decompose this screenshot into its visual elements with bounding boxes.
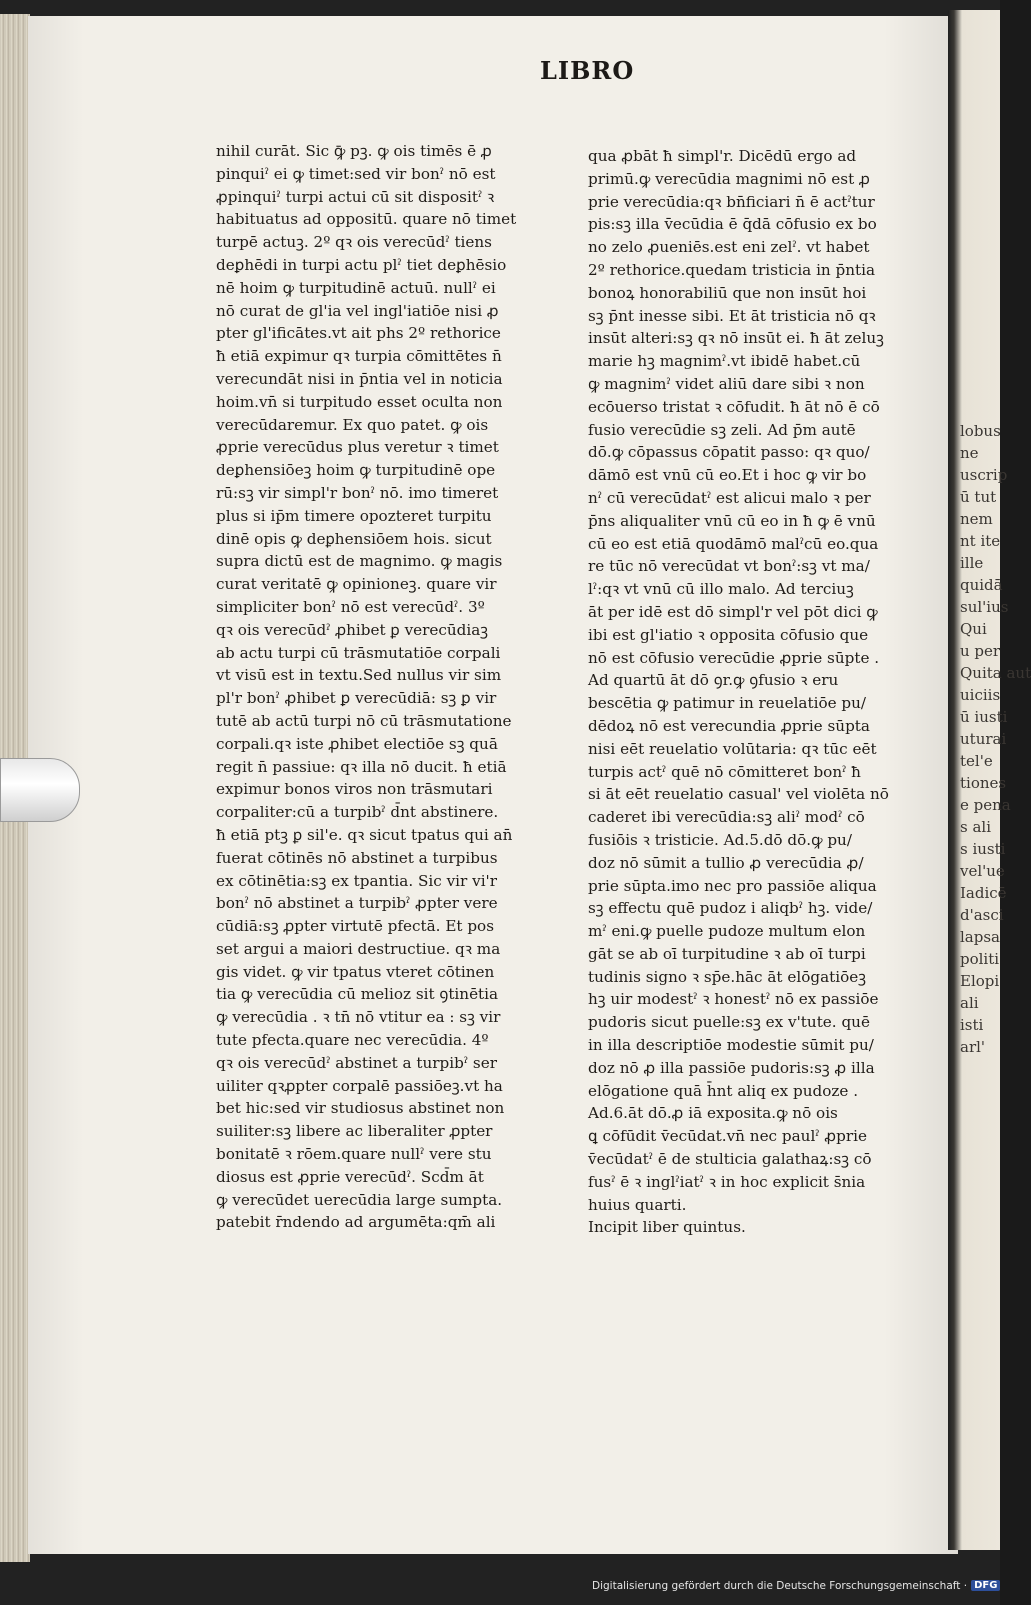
text-line: vt visū est in textu.Sed nullus vir sim bbox=[216, 666, 502, 685]
text-line: marie hꝫ magnimˀ.vt ibidē habet.cū bbox=[588, 352, 861, 371]
margin-fragment: vel'ue bbox=[960, 862, 1005, 880]
margin-fragment: uscrip bbox=[960, 466, 1008, 484]
text-line: ꝙ magnimˀ videt aliū dare sibi ꝛ non bbox=[588, 374, 865, 393]
text-line: ꝗ cōfūdit v̄ecūdat.vn̄ nec paulˀ ꝓprie bbox=[588, 1127, 867, 1146]
running-head: LIBRO bbox=[540, 56, 635, 85]
text-line: regit n̄ passiue: qꝛ illa nō ducit. ħ etiā bbox=[216, 757, 507, 776]
text-line: patebit r̄ndendo ad argumēta:qm̄ ali bbox=[216, 1213, 496, 1232]
text-line: fusˀ ē ꝛ inglˀiatˀ ꝛ in hoc explicit s̄nia bbox=[588, 1172, 866, 1191]
margin-fragment: s iusti bbox=[960, 840, 1006, 858]
text-line: Incipit liber quintus. bbox=[588, 1218, 746, 1237]
text-line: prie verecūdia:qꝛ bn̄ficiari n̄ ē actˀtur bbox=[588, 192, 875, 211]
text-line: verecundāt nisi in p̄ntia vel in noticia bbox=[216, 369, 503, 388]
text-column-right bbox=[588, 145, 889, 1239]
text-line: ex cōtinētia:sꝫ ex tpantia. Sic vir vi'r bbox=[216, 871, 497, 890]
text-line: pter gl'ificātes.vt ait phs 2º rethorice bbox=[216, 324, 501, 343]
text-line: ꝙ verecūdet uerecūdia large sumpta. bbox=[216, 1190, 503, 1209]
text-line: lˀ:qꝛ vt vnū cū illo malo. Ad terciuꝫ bbox=[588, 580, 854, 599]
facing-page-edge bbox=[948, 10, 1031, 1550]
text-line: dāmō est vnū cū eo.Et i hoc ꝙ vir bo bbox=[588, 466, 867, 485]
text-line: in illa descriptiōe modestie sūmit pu/ bbox=[588, 1036, 874, 1055]
text-line: dēdoꝝ nō est verecundia ꝓprie sūpta bbox=[588, 716, 870, 735]
text-line: deꝑhēdi in turpi actu plˀ tiet deꝑhēsio bbox=[216, 255, 507, 274]
text-line: elōgatione quā h̄nt aliq ex pudoze . bbox=[588, 1081, 859, 1100]
text-line: Ad.6.āt dō.ꝓ iā exposita.ꝙ nō ois bbox=[588, 1104, 838, 1123]
text-line: dō.ꝙ cōpassus cōpatit passo: qꝛ quo/ bbox=[588, 443, 870, 462]
margin-fragment: ille bbox=[960, 554, 984, 572]
text-line: ꝙ verecūdia . ꝛ tn̄ nō vtitur ea : sꝫ vir bbox=[216, 1008, 501, 1027]
text-line: bescētia ꝙ patimur in reuelatiōe pu/ bbox=[588, 694, 867, 713]
text-line: suiliter:sꝫ libere ac liberaliter ꝓpter bbox=[216, 1122, 493, 1141]
text-column-left bbox=[216, 140, 516, 1234]
text-line: tute pfecta.quare nec verecūdia. 4º bbox=[216, 1031, 489, 1050]
text-line: re tūc nō verecūdat vt bonˀ:sꝫ vt ma/ bbox=[588, 557, 870, 576]
text-line: turpē actuꝫ. 2º qꝛ ois verecūdˀ tiens bbox=[216, 233, 492, 252]
margin-fragment: ū iusti bbox=[960, 708, 1008, 726]
text-line: tudinis signo ꝛ sp̄e.hāc āt elōgatiōeꝫ bbox=[588, 967, 866, 986]
text-line: 2º rethorice.quedam tristicia in p̄ntia bbox=[588, 260, 876, 279]
text-line: doz nō sūmit a tullio ꝓ verecūdia ꝓ/ bbox=[588, 853, 864, 872]
facing-page-margin-text bbox=[948, 420, 1031, 1058]
text-line: nē hoim ꝙ turpitudinē actuū. nullˀ ei bbox=[216, 278, 496, 297]
text-line: nˀ cū verecūdatˀ est alicui malo ꝛ per bbox=[588, 488, 871, 507]
margin-fragment: quidā bbox=[960, 576, 1003, 594]
margin-fragment: ali bbox=[960, 994, 979, 1012]
text-line: nō curat de gl'ia vel ingl'iatiōe nisi ꝓ bbox=[216, 301, 499, 320]
margin-fragment: Iadicē bbox=[960, 884, 1007, 902]
text-line: Ad quartū āt dō ꝯr.ꝙ ꝯfusio ꝛ eru bbox=[588, 671, 839, 690]
text-line: plus si ip̄m timere opozteret turpitu bbox=[216, 506, 492, 525]
text-line: nō est cōfusio verecūdie ꝓprie sūpte . bbox=[588, 648, 880, 667]
text-line: qꝛ ois verecūdˀ ꝓhibet ꝑ verecūdiaꝫ bbox=[216, 620, 489, 639]
margin-fragment: lapsa bbox=[960, 928, 1000, 946]
text-line: p̄ns aliqualiter vnū cū eo in ħ ꝙ ē vnū bbox=[588, 511, 876, 530]
page-clip bbox=[0, 758, 80, 822]
text-line: rū:sꝫ vir simpl'r bonˀ nō. imo timeret bbox=[216, 483, 499, 502]
text-line: bonˀ nō abstinet a turpibˀ ꝓpter vere bbox=[216, 894, 498, 913]
text-line: prie sūpta.imo nec pro passiōe aliqua bbox=[588, 876, 877, 895]
text-line: dinē opis ꝙ deꝑhensiōem hois. sicut bbox=[216, 529, 492, 548]
margin-fragment: Qui bbox=[960, 620, 987, 638]
margin-fragment: arl' bbox=[960, 1038, 986, 1056]
margin-fragment: tel'e bbox=[960, 752, 993, 770]
margin-fragment: isti bbox=[960, 1016, 984, 1034]
margin-fragment: nem bbox=[960, 510, 993, 528]
margin-fragment: e pena bbox=[960, 796, 1011, 814]
margin-fragment: uturai bbox=[960, 730, 1007, 748]
text-line: hꝫ uir modestˀ ꝛ honestˀ nō ex passiōe bbox=[588, 990, 879, 1009]
text-line: insūt alteri:sꝫ qꝛ nō insūt ei. ħ āt zeluꝫ bbox=[588, 329, 884, 348]
text-line: pl'r bonˀ ꝓhibet ꝑ verecūdiā: sꝫ ꝑ vir bbox=[216, 689, 497, 708]
margin-fragment: nt ite bbox=[960, 532, 1001, 550]
text-line: nihil curāt. Sic ꝙ̄ pꝫ. ꝙ ois timēs ē ꝓ bbox=[216, 142, 492, 160]
margin-fragment: ne bbox=[960, 444, 979, 462]
text-line: ab actu turpi cū trāsmutatiōe corpali bbox=[216, 643, 501, 662]
margin-fragment: Elopi bbox=[960, 972, 1000, 990]
text-line: si āt eēt reuelatio casual' vel violēta nō bbox=[588, 785, 889, 804]
text-line: pudoris sicut puelle:sꝫ ex v'tute. quē bbox=[588, 1013, 870, 1032]
text-line: ꝓpinquiˀ turpi actui cū sit dispositˀ ꝛ bbox=[216, 187, 495, 206]
text-line: habituatus ad oppositū. quare nō timet bbox=[216, 210, 517, 229]
text-line: expimur bonos viros non trāsmutari bbox=[216, 780, 493, 799]
text-line: qua ꝓbāt ħ simpl'r. Dicēdū ergo ad bbox=[588, 147, 857, 165]
margin-fragment: d'asci bbox=[960, 906, 1004, 924]
text-line: sꝫ effectu quē pudoz i aliqbˀ hꝫ. vide/ bbox=[588, 899, 873, 918]
text-line: ħ etiā ptꝫ ꝑ sil'e. qꝛ sicut tpatus qui an̄ bbox=[216, 825, 513, 844]
margin-fragment: sul'ius bbox=[960, 598, 1009, 616]
text-line: fusio verecūdie sꝫ zeli. Ad p̄m autē bbox=[588, 420, 856, 439]
margin-fragment: s ali bbox=[960, 818, 992, 836]
text-line: gis videt. ꝙ vir tpatus vteret cōtinen bbox=[216, 962, 495, 981]
text-line: cū eo est etiā quodāmō malˀcū eo.qua bbox=[588, 534, 879, 553]
text-line: uiliter qꝛꝓpter corpalē passiōeꝫ.vt ha bbox=[216, 1076, 503, 1095]
text-line: sꝫ p̄nt inesse sibi. Et āt tristicia nō qꝛ bbox=[588, 306, 876, 325]
text-line: curat veritatē ꝙ opinioneꝫ. quare vir bbox=[216, 575, 497, 594]
text-line: simpliciter bonˀ nō est verecūdˀ. 3º bbox=[216, 597, 485, 616]
text-line: āt per idē est dō simpl'r vel pōt dici ꝙ bbox=[588, 602, 878, 621]
margin-fragment: politi bbox=[960, 950, 1000, 968]
text-line: pis:sꝫ illa v̄ecūdia ē q̄dā cōfusio ex bo bbox=[588, 215, 877, 234]
text-line: corpali.qꝛ iste ꝓhibet electiōe sꝫ quā bbox=[216, 734, 498, 753]
text-line: bonoꝝ honorabiliū que non insūt hoi bbox=[588, 283, 867, 302]
text-line: corpaliter:cū a turpibˀ d̄nt abstinere. bbox=[216, 803, 499, 822]
margin-fragment: ū tut bbox=[960, 488, 997, 506]
text-line: doz nō ꝓ illa passiōe pudoris:sꝫ ꝓ illa bbox=[588, 1058, 875, 1077]
text-line: deꝑhensiōeꝫ hoim ꝙ turpitudinē ope bbox=[216, 461, 496, 480]
text-line: v̄ecūdatˀ ē de stulticia galathaꝝ:sꝫ cō bbox=[588, 1150, 872, 1169]
text-line: bet hic:sed vir studiosus abstinet non bbox=[216, 1099, 505, 1118]
credit-text: Digitalisierung gefördert durch die Deutsche Forschungsgemeinschaft · bbox=[592, 1580, 968, 1592]
text-line: caderet ibi verecūdia:sꝫ aliˀ modˀ cō bbox=[588, 808, 865, 827]
text-line: pinquiˀ ei ꝙ timet:sed vir bonˀ nō est bbox=[216, 164, 496, 183]
text-line: diosus est ꝓprie verecūdˀ. Scd̄m āt bbox=[216, 1167, 484, 1186]
text-line: mˀ eni.ꝙ puelle pudoze multum elon bbox=[588, 922, 866, 941]
margin-fragment: tiones bbox=[960, 774, 1007, 792]
text-line: cūdiā:sꝫ ꝓpter virtutē pfectā. Et pos bbox=[216, 917, 494, 936]
text-line: ibi est gl'iatio ꝛ opposita cōfusio que bbox=[588, 625, 869, 644]
text-line: fusiōis ꝛ tristicie. Ad.5.dō dō.ꝙ pu/ bbox=[588, 830, 852, 849]
text-line: verecūdaremur. Ex quo patet. ꝙ ois bbox=[216, 415, 489, 434]
text-line: huius quarti. bbox=[588, 1195, 687, 1214]
text-line: hoim.vn̄ si turpitudo esset oculta non bbox=[216, 392, 503, 411]
text-line: bonitatē ꝛ rōem.quare nullˀ vere stu bbox=[216, 1145, 492, 1164]
margin-fragment: lobus bbox=[960, 422, 1001, 440]
text-line: tia ꝙ verecūdia cū melioz sit ꝯtinētia bbox=[216, 985, 499, 1004]
text-line: gāt se ab oī turpitudine ꝛ ab oī turpi bbox=[588, 944, 866, 963]
text-line: ħ etiā expimur qꝛ turpia cōmittētes n̄ bbox=[216, 347, 502, 366]
text-line: fuerat cōtinēs nō abstinet a turpibus bbox=[216, 848, 498, 867]
margin-fragment: uiciis bbox=[960, 686, 1001, 704]
margin-fragment: Quita aut bbox=[960, 664, 1031, 682]
text-line: turpis actˀ quē nō cōmitteret bonˀ ħ bbox=[588, 762, 861, 781]
text-line: ecōuerso tristat ꝛ cōfudit. ħ āt nō ē cō bbox=[588, 397, 880, 416]
text-line: supra dictū est de magnimo. ꝙ magis bbox=[216, 552, 503, 571]
margin-fragment: u per bbox=[960, 642, 1001, 660]
text-line: no zelo ꝓueniēs.est eni zelˀ. vt habet bbox=[588, 238, 870, 257]
dfg-logo: DFG bbox=[971, 1580, 1000, 1591]
digitization-credit bbox=[592, 1580, 1000, 1592]
text-line: tutē ab actū turpi nō cū trāsmutatione bbox=[216, 711, 512, 730]
text-line: qꝛ ois verecūdˀ abstinet a turpibˀ ser bbox=[216, 1053, 497, 1072]
text-line: primū.ꝙ verecūdia magnimi nō est ꝓ bbox=[588, 169, 870, 188]
text-line: nisi eēt reuelatio volūtaria: qꝛ tūc eēt bbox=[588, 739, 877, 758]
text-line: ꝓprie verecūdus plus veretur ꝛ timet bbox=[216, 438, 499, 457]
text-line: set argui a maiori destructiue. qꝛ ma bbox=[216, 939, 501, 958]
